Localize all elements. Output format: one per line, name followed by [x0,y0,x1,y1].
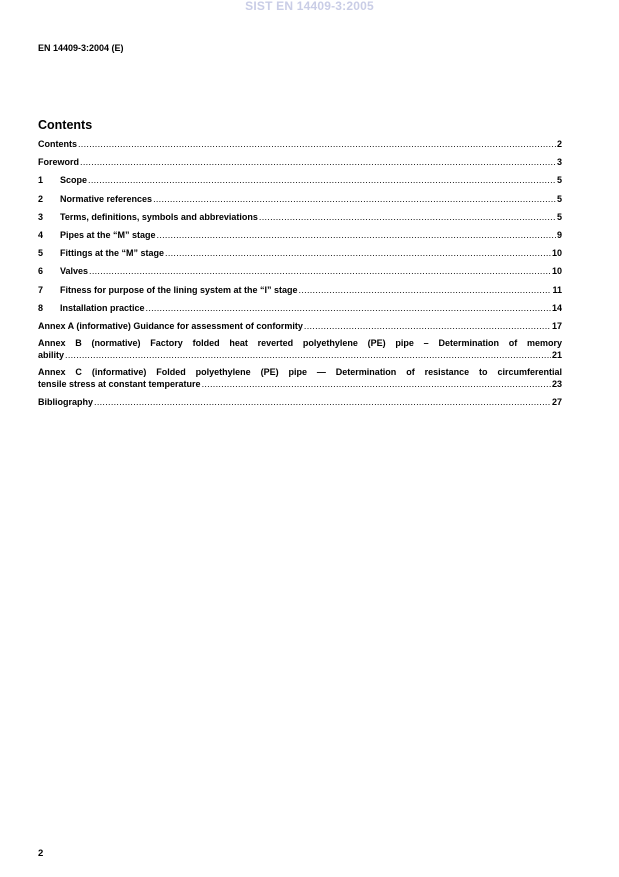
toc-leader [202,378,551,390]
toc-entry-number: 6 [38,266,44,277]
toc-entry-contents[interactable] [38,138,562,156]
toc-entry-page: 10 [551,266,562,277]
toc-entry-number: 4 [38,229,44,240]
toc-entry-page: 27 [551,397,562,408]
toc-entry-number: 8 [38,302,44,313]
contents-heading: Contents [38,118,93,132]
toc-entry-title: Scope [60,175,88,186]
toc-entry-title-continued: ability [38,350,65,361]
toc-entry-number: 3 [38,211,44,222]
toc-entry-scope[interactable] [38,174,562,192]
toc-leader [157,229,556,241]
toc-entry-annex-a[interactable] [38,320,562,338]
toc-entry-fittings-m-stage[interactable] [38,247,562,265]
toc-leader [299,284,552,296]
toc-entry-title: Annex A (informative) Guidance for assessment of conformity [38,320,303,331]
toc-entry-title: Contents [38,139,77,149]
toc-entry-normative-references[interactable] [38,193,562,211]
toc-entry-page: 21 [551,350,562,361]
toc-entry-title: Annex B (normative) Factory folded heat reverted polyethylene (PE) pipe – Determination of memory [38,338,562,349]
toc-entry-number: 7 [38,284,44,295]
toc-entry-bibliography[interactable] [38,396,562,414]
toc-entry-page: 17 [551,320,562,331]
toc-entry-page: 10 [551,248,562,259]
table-of-contents [38,138,562,414]
toc-leader [153,193,556,205]
toc-entry-pipes-m-stage[interactable] [38,229,562,247]
toc-entry-installation-practice[interactable] [38,302,562,320]
toc-entry-page: 14 [551,302,562,313]
toc-entry-number: 1 [38,175,44,186]
toc-entry-annex-b[interactable] [38,338,562,364]
toc-leader [88,174,556,186]
toc-entry-terms-definitions[interactable] [38,211,562,229]
toc-entry-page: 2 [556,139,562,149]
toc-leader [146,302,551,314]
toc-entry-title: Bibliography [38,397,94,408]
toc-entry-valves[interactable] [38,265,562,283]
toc-entry-title: Installation practice [60,302,145,313]
toc-entry-page: 5 [556,175,562,186]
toc-entry-page: 11 [552,284,562,295]
toc-leader [94,396,551,408]
toc-entry-title: Terms, definitions, symbols and abbreviations [60,211,258,222]
toc-entry-title: Fittings at the “M” stage [60,248,165,259]
watermark-text: SIST EN 14409-3:2005 [245,0,374,13]
toc-entry-page: 23 [551,379,562,390]
toc-entry-page: 3 [556,157,562,168]
toc-entry-foreword[interactable] [38,156,562,174]
toc-leader [65,349,551,361]
toc-entry-title: Foreword [38,157,80,168]
toc-entry-number: 2 [38,193,44,204]
toc-entry-fitness-for-purpose[interactable] [38,284,562,302]
toc-entry-annex-c[interactable] [38,367,562,393]
toc-entry-title-continued: tensile stress at constant temperature [38,379,201,390]
toc-entry-title: Normative references [60,193,153,204]
toc-entry-number: 5 [38,248,44,259]
document-header: EN 14409-3:2004 (E) [38,43,124,53]
toc-leader [78,138,556,150]
toc-entry-page: 9 [556,229,562,240]
page-number: 2 [38,848,44,859]
toc-leader [89,265,551,277]
toc-leader [165,247,551,259]
toc-entry-page: 5 [556,211,562,222]
toc-leader [304,320,551,332]
toc-leader [259,211,556,223]
toc-entry-title: Annex C (informative) Folded polyethylene (PE) pipe — Determination of resistance to circumferential [38,367,562,378]
toc-entry-title: Pipes at the “M” stage [60,229,156,240]
toc-entry-page: 5 [556,193,562,204]
toc-entry-title: Fitness for purpose of the lining system at the “I” stage [60,284,298,295]
toc-leader [80,156,556,168]
toc-entry-title: Valves [60,266,89,277]
